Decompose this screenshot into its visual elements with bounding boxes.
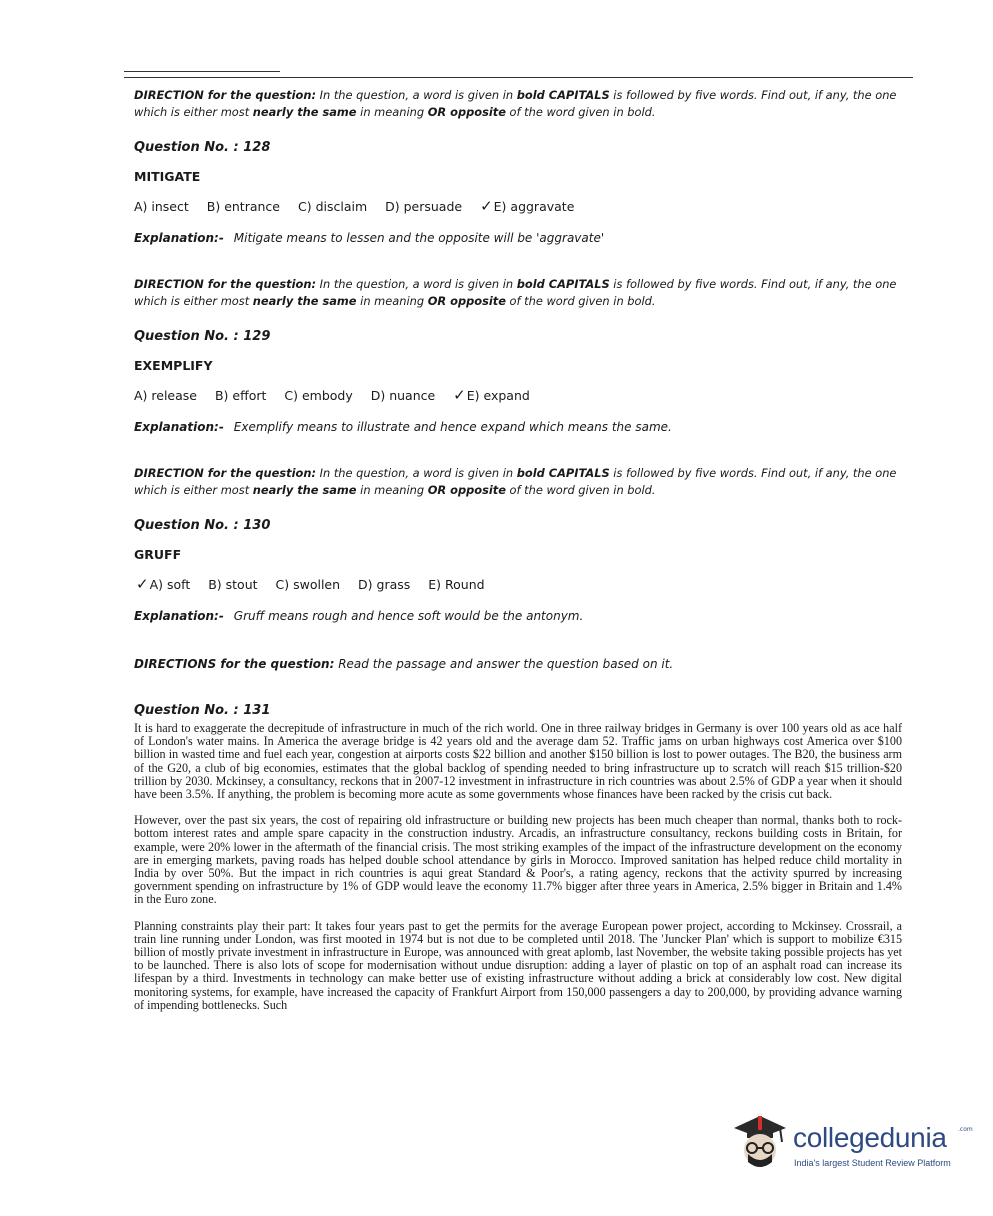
option-correct: A) soft bbox=[149, 577, 191, 592]
question-word: GRUFF bbox=[134, 547, 182, 562]
answer-options bbox=[134, 197, 902, 215]
checkmark-icon: ✓ bbox=[136, 575, 149, 593]
option: E) Round bbox=[428, 577, 485, 592]
option: C) swollen bbox=[275, 577, 341, 592]
direction-text: DIRECTION for the question: In the question, a word is given in bold CAPITALS is followed by five words. Find out, if any, the one which is either most nearly the same in meaning OR opposite of the word given in bold. bbox=[134, 466, 897, 497]
answer-options bbox=[136, 575, 902, 593]
explanation: Explanation:- Gruff means rough and hence soft would be the antonym. bbox=[134, 609, 584, 623]
passage-paragraph: However, over the past six years, the cost of repairing old infrastructure or building new projects has been much cheaper than normal, thanks both to rock-bottom interest rates and ample spare capacity in the construction industry. Arcadis, an infrastructure consultancy, reckons building costs in Britain, for example, were 20% lower in the aftermath of the financial crisis. The most striking examples of the impact of the infrastructure development on the economy are in emerging markets, paving roads has helped double school attendance by girls in Morocco. Improved sanitation has helped reduce child mortality in India by over 50%. But the impact in rich countries is aqui great Standard & Poor's, a rating agency, reckons that the activity spurred by increasing government spending on infrastructure by 1% of GDP would leave the economy 11.7% bigger after three years in America, 2.5% bigger in Britain and 1.4% in the Euro zone. bbox=[134, 813, 902, 907]
question-number: Question No. : 131 bbox=[134, 703, 271, 718]
option: C) embody bbox=[284, 388, 353, 403]
logo-tagline: India's largest Student Review Platform bbox=[794, 1158, 951, 1168]
option: D) nuance bbox=[370, 388, 436, 403]
header-rule bbox=[124, 77, 913, 78]
passage-paragraph: Planning constraints play their part: It takes four years past to get the permits for the average European power project, according to Mckinsey. Crossrail, a train line running under London, was first mooted in 1974 but is not due to be completed until 2018. The 'Juncker Plan' which is support to mobilize €315 billion of mostly private investment in infrastructure in Europe, was announced with great aplomb, last November, the website taking possible projects has yet to be launched. There is also lots of scope for modernisation without undue disruption: adding a layer of plastic on top of an asphalt road can increase its lifespan by a third. Investments in technology can make better use of existing infrastructure without adding a brick at considerably low cost. New digital monitoring systems, for example, have increased the capacity of Frankfurt Airport from 150,000 passengers a day to 200,000, by providing advance warning of impending bottlenecks. Such bbox=[134, 918, 902, 1012]
option: D) persuade bbox=[385, 199, 463, 214]
header-rule-short bbox=[124, 71, 280, 72]
answer-options bbox=[134, 386, 902, 404]
option-correct: E) aggravate bbox=[493, 199, 575, 214]
option-correct: E) expand bbox=[466, 388, 530, 403]
question-number: Question No. : 129 bbox=[134, 329, 271, 344]
question-word: EXEMPLIFY bbox=[134, 358, 213, 373]
collegedunia-logo bbox=[730, 1110, 973, 1180]
question-number: Question No. : 130 bbox=[134, 518, 271, 533]
direction-text: DIRECTION for the question: In the question, a word is given in bold CAPITALS is followed by five words. Find out, if any, the one which is either most nearly the same in meaning OR opposite of the word given in bold. bbox=[134, 88, 897, 119]
direction-text: DIRECTION for the question: In the question, a word is given in bold CAPITALS is followed by five words. Find out, if any, the one which is either most nearly the same in meaning OR opposite of the word given in bold. bbox=[134, 277, 897, 308]
question-word: MITIGATE bbox=[134, 169, 201, 184]
option: B) entrance bbox=[206, 199, 280, 214]
question-number: Question No. : 128 bbox=[134, 140, 271, 155]
checkmark-icon: ✓ bbox=[453, 386, 466, 404]
mascot-icon bbox=[730, 1110, 792, 1176]
logo-wordmark: collegedunia bbox=[793, 1122, 947, 1153]
logo-com: .com bbox=[958, 1126, 973, 1133]
option: C) disclaim bbox=[297, 199, 368, 214]
passage-paragraph: It is hard to exaggerate the decrepitude of infrastructure in much of the rich world. One in three railway bridges in Germany is over 100 years old as ace half of London's water mains. In America the average bridge is 42 years old and the average dam 52. Traffic jams on urban highways cost America over $100 billion in wasted time and fuel each year, congestion at airports costs $22 billion and another $150 billion is lost to power outages. The B20, the business arm of the G20, a club of big economies, estimates that the global backlog of spending needed to bring infrastructure up to scratch will reach $15 trillion-$20 trillion by 2030. Mckinsey, a consultancy, reckons that in 2007-12 investment in infrastructure in rich countries was about 2.5% of GDP a year when it should have been 3.5%. If anything, the problem is becoming more acute as some governments whose finances have been racked by the crisis cut back. bbox=[134, 721, 902, 802]
option: B) effort bbox=[214, 388, 267, 403]
option: D) grass bbox=[358, 577, 411, 592]
checkmark-icon: ✓ bbox=[480, 197, 493, 215]
directions-passage: DIRECTIONS for the question: Read the passage and answer the question based on it. bbox=[134, 657, 674, 671]
explanation: Explanation:- Exemplify means to illustrate and hence expand which means the same. bbox=[134, 420, 672, 434]
option: A) release bbox=[134, 388, 197, 403]
option: A) insect bbox=[134, 199, 189, 214]
option: B) stout bbox=[208, 577, 258, 592]
explanation: Explanation:- Mitigate means to lessen and the opposite will be 'aggravate' bbox=[134, 231, 605, 245]
document-content bbox=[134, 87, 902, 1012]
